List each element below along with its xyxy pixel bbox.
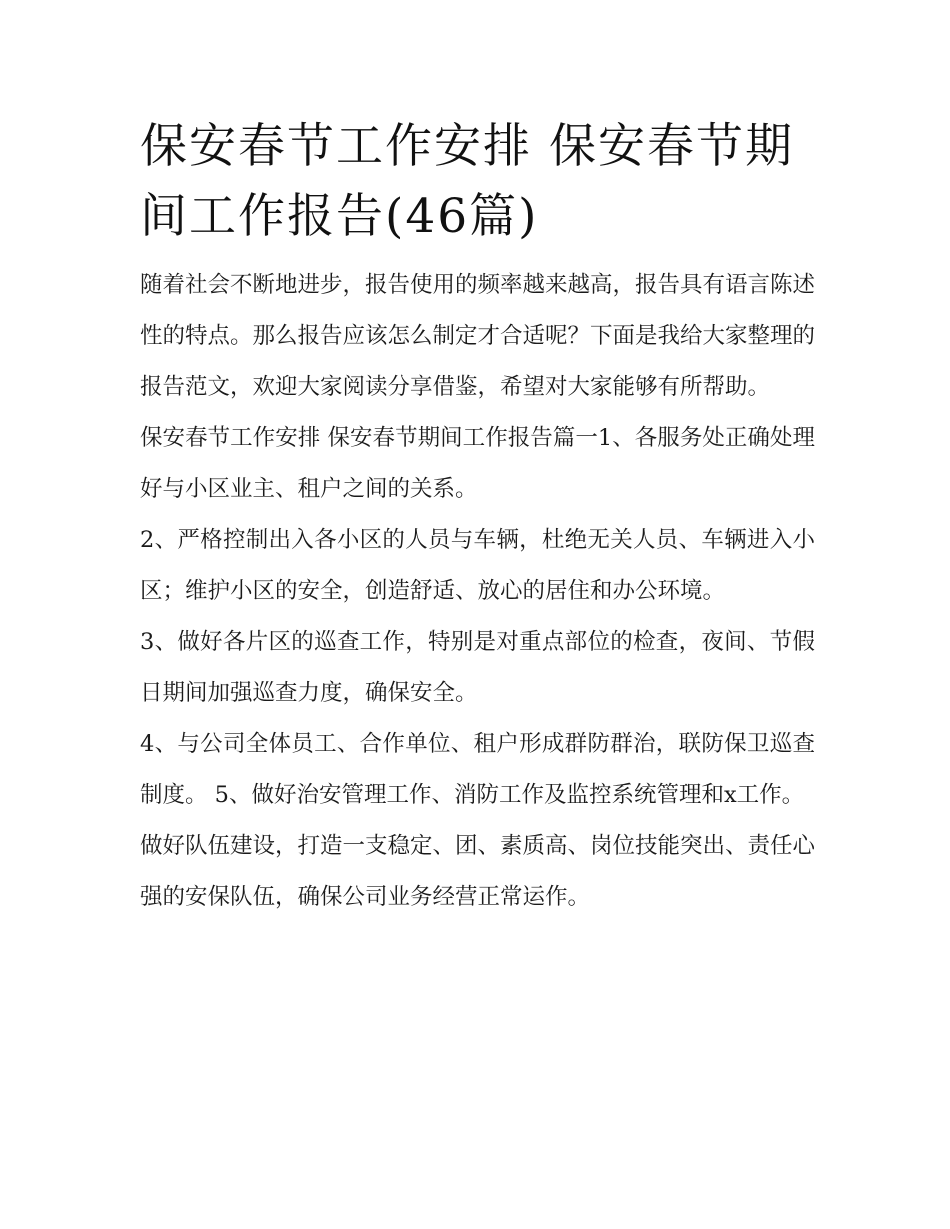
paragraph-item-2: 2、严格控制出入各小区的人员与车辆，杜绝无关人员、车辆进入小区；维护小区的安全，创造舒适、放心的居住和办公环境。	[140, 527, 815, 604]
paragraph-team-building: 做好队伍建设，打造一支稳定、团、素质高、岗位技能突出、责任心强的安保队伍，确保公司业务经营正常运作。	[140, 833, 816, 910]
intro-paragraph: 随着社会不断地进步，报告使用的频率越来越高，报告具有语言陈述性的特点。那么报告应该怎么制定才合适呢？下面是我给大家整理的报告范文，欢迎大家阅读分享借鉴，希望对大家能够有所帮助。	[140, 272, 816, 400]
paragraph-item-3: 3、做好各片区的巡查工作，特别是对重点部位的检查，夜间、节假日期间加强巡查力度，确保安全。	[140, 629, 815, 706]
document-title: 保安春节工作安排 保安春节期间工作报告(46篇)	[140, 119, 794, 244]
paragraph-item-1: 保安春节工作安排 保安春节期间工作报告篇一1、各服务处正确处理好与小区业主、租户之间的关系。	[140, 425, 815, 502]
paragraph-item-4-5: 4、与公司全体员工、合作单位、租户形成群防群治，联防保卫巡查制度。 5、做好治安管理工作、消防工作及监控系统管理和x工作。	[140, 731, 815, 808]
document-body	[140, 112, 815, 923]
